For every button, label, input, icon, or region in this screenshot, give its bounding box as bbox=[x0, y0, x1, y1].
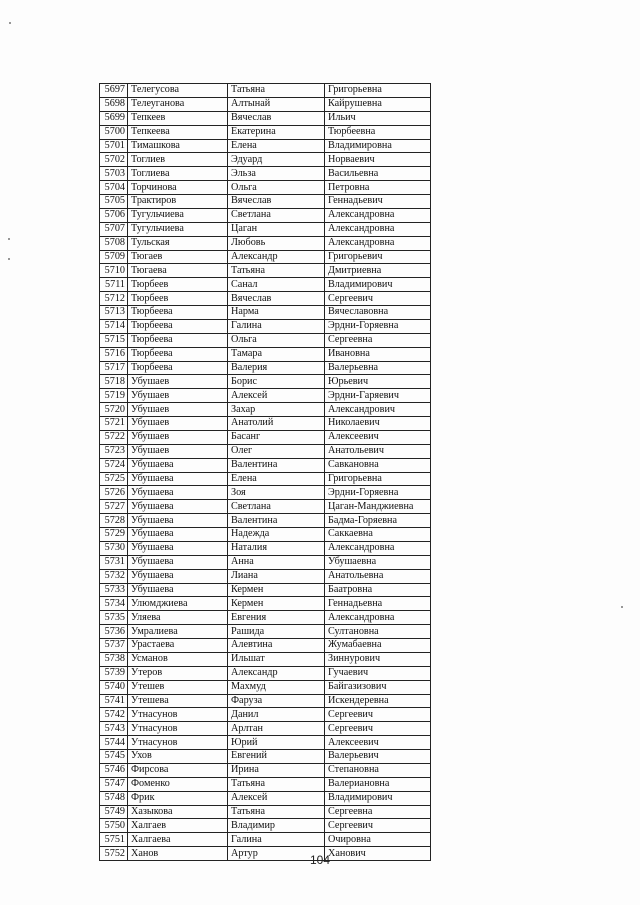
cell-number: 5708 bbox=[100, 236, 128, 250]
cell-name: Рашида bbox=[228, 625, 325, 639]
cell-patronymic: Сергеевич bbox=[325, 819, 431, 833]
table-row bbox=[100, 514, 431, 528]
table-row bbox=[100, 430, 431, 444]
cell-surname: Тепкеев bbox=[128, 111, 228, 125]
cell-name: Вячеслав bbox=[228, 292, 325, 306]
table-row bbox=[100, 292, 431, 306]
table-row bbox=[100, 680, 431, 694]
cell-surname: Фирсова bbox=[128, 763, 228, 777]
cell-name: Борис bbox=[228, 375, 325, 389]
cell-patronymic: Кайрушевна bbox=[325, 97, 431, 111]
cell-patronymic: Григорьевич bbox=[325, 250, 431, 264]
cell-patronymic: Убушаевна bbox=[325, 555, 431, 569]
cell-name: Анна bbox=[228, 555, 325, 569]
cell-surname: Утнасунов bbox=[128, 736, 228, 750]
cell-name: Екатерина bbox=[228, 125, 325, 139]
table-row bbox=[100, 833, 431, 847]
table-row bbox=[100, 750, 431, 764]
cell-name: Арлтан bbox=[228, 722, 325, 736]
table-row bbox=[100, 236, 431, 250]
cell-patronymic: Баатровна bbox=[325, 583, 431, 597]
cell-name: Лиана bbox=[228, 569, 325, 583]
cell-name: Елена bbox=[228, 472, 325, 486]
cell-name: Алевтина bbox=[228, 639, 325, 653]
cell-surname: Убушаева bbox=[128, 472, 228, 486]
cell-number: 5713 bbox=[100, 306, 128, 320]
cell-number: 5706 bbox=[100, 208, 128, 222]
cell-number: 5721 bbox=[100, 417, 128, 431]
cell-number: 5726 bbox=[100, 486, 128, 500]
cell-number: 5731 bbox=[100, 555, 128, 569]
cell-number: 5727 bbox=[100, 500, 128, 514]
cell-patronymic: Цаган-Манджиевна bbox=[325, 500, 431, 514]
cell-number: 5740 bbox=[100, 680, 128, 694]
cell-patronymic: Сергеевна bbox=[325, 333, 431, 347]
cell-number: 5732 bbox=[100, 569, 128, 583]
scan-speck bbox=[621, 606, 623, 608]
cell-patronymic: Геннадьевна bbox=[325, 597, 431, 611]
table-row bbox=[100, 694, 431, 708]
cell-number: 5725 bbox=[100, 472, 128, 486]
table-row bbox=[100, 153, 431, 167]
table-row bbox=[100, 250, 431, 264]
cell-name: Олег bbox=[228, 444, 325, 458]
table-row bbox=[100, 528, 431, 542]
table-row bbox=[100, 417, 431, 431]
cell-surname: Тюгаев bbox=[128, 250, 228, 264]
cell-number: 5697 bbox=[100, 84, 128, 98]
cell-surname: Тюрбеева bbox=[128, 347, 228, 361]
table-row bbox=[100, 195, 431, 209]
cell-number: 5749 bbox=[100, 805, 128, 819]
cell-name: Алексей bbox=[228, 791, 325, 805]
cell-patronymic: Тюрбеевна bbox=[325, 125, 431, 139]
cell-patronymic: Николаевич bbox=[325, 417, 431, 431]
cell-name: Эдуард bbox=[228, 153, 325, 167]
cell-patronymic: Эрдни-Горяевна bbox=[325, 319, 431, 333]
cell-number: 5730 bbox=[100, 541, 128, 555]
cell-number: 5704 bbox=[100, 181, 128, 195]
cell-patronymic: Эрдни-Гаряевич bbox=[325, 389, 431, 403]
table-row bbox=[100, 389, 431, 403]
cell-name: Евгений bbox=[228, 750, 325, 764]
cell-patronymic: Валерьевна bbox=[325, 361, 431, 375]
cell-surname: Трактиров bbox=[128, 195, 228, 209]
table-row bbox=[100, 181, 431, 195]
cell-surname: Телегусова bbox=[128, 84, 228, 98]
cell-surname: Утнасунов bbox=[128, 722, 228, 736]
cell-surname: Убушаева bbox=[128, 500, 228, 514]
cell-name: Алтынай bbox=[228, 97, 325, 111]
table-row bbox=[100, 569, 431, 583]
cell-patronymic: Сергеевич bbox=[325, 292, 431, 306]
cell-patronymic: Савкановна bbox=[325, 458, 431, 472]
cell-surname: Тоглиева bbox=[128, 167, 228, 181]
cell-surname: Убушаева bbox=[128, 486, 228, 500]
cell-patronymic: Ханович bbox=[325, 847, 431, 861]
names-table-body bbox=[100, 84, 431, 861]
cell-patronymic: Бадма-Горяевна bbox=[325, 514, 431, 528]
cell-patronymic: Гучаевич bbox=[325, 666, 431, 680]
cell-name: Нарма bbox=[228, 306, 325, 320]
cell-name: Захар bbox=[228, 403, 325, 417]
cell-patronymic: Искендеревна bbox=[325, 694, 431, 708]
cell-surname: Ухов bbox=[128, 750, 228, 764]
table-row bbox=[100, 444, 431, 458]
page-number: 104 bbox=[309, 853, 331, 867]
cell-surname: Убушаева bbox=[128, 458, 228, 472]
cell-name: Фаруза bbox=[228, 694, 325, 708]
cell-name: Надежда bbox=[228, 528, 325, 542]
table-row bbox=[100, 84, 431, 98]
cell-name: Елена bbox=[228, 139, 325, 153]
cell-name: Светлана bbox=[228, 208, 325, 222]
table-row bbox=[100, 264, 431, 278]
cell-surname: Улюмджиева bbox=[128, 597, 228, 611]
cell-number: 5707 bbox=[100, 222, 128, 236]
cell-surname: Урастаева bbox=[128, 639, 228, 653]
cell-name: Светлана bbox=[228, 500, 325, 514]
cell-patronymic: Степановна bbox=[325, 763, 431, 777]
cell-number: 5745 bbox=[100, 750, 128, 764]
cell-patronymic: Сергеевич bbox=[325, 722, 431, 736]
cell-name: Галина bbox=[228, 833, 325, 847]
cell-patronymic: Ивановна bbox=[325, 347, 431, 361]
cell-patronymic: Дмитриевна bbox=[325, 264, 431, 278]
cell-name: Татьяна bbox=[228, 84, 325, 98]
cell-surname: Уляева bbox=[128, 611, 228, 625]
cell-number: 5735 bbox=[100, 611, 128, 625]
cell-surname: Хазыкова bbox=[128, 805, 228, 819]
cell-patronymic: Анатольевна bbox=[325, 569, 431, 583]
cell-number: 5711 bbox=[100, 278, 128, 292]
cell-number: 5748 bbox=[100, 791, 128, 805]
cell-name: Валентина bbox=[228, 514, 325, 528]
cell-name: Эльза bbox=[228, 167, 325, 181]
cell-name: Артур bbox=[228, 847, 325, 861]
cell-number: 5719 bbox=[100, 389, 128, 403]
table-row bbox=[100, 819, 431, 833]
cell-number: 5718 bbox=[100, 375, 128, 389]
cell-patronymic: Владимировна bbox=[325, 139, 431, 153]
cell-surname: Тюрбеева bbox=[128, 361, 228, 375]
cell-patronymic: Александровна bbox=[325, 611, 431, 625]
cell-patronymic: Сергеевна bbox=[325, 805, 431, 819]
cell-surname: Тюрбеева bbox=[128, 306, 228, 320]
table-row bbox=[100, 722, 431, 736]
cell-name: Алексей bbox=[228, 389, 325, 403]
cell-surname: Тюрбеев bbox=[128, 292, 228, 306]
cell-patronymic: Эрдни-Горяевна bbox=[325, 486, 431, 500]
cell-patronymic: Валериановна bbox=[325, 777, 431, 791]
table-row bbox=[100, 625, 431, 639]
cell-name: Махмуд bbox=[228, 680, 325, 694]
cell-number: 5750 bbox=[100, 819, 128, 833]
cell-number: 5701 bbox=[100, 139, 128, 153]
cell-surname: Убушаева bbox=[128, 514, 228, 528]
table-row bbox=[100, 555, 431, 569]
table-row bbox=[100, 597, 431, 611]
cell-name: Кермен bbox=[228, 583, 325, 597]
cell-name: Юрий bbox=[228, 736, 325, 750]
cell-number: 5698 bbox=[100, 97, 128, 111]
table-row bbox=[100, 472, 431, 486]
cell-patronymic: Александровна bbox=[325, 541, 431, 555]
cell-name: Цаган bbox=[228, 222, 325, 236]
cell-number: 5702 bbox=[100, 153, 128, 167]
cell-name: Ольга bbox=[228, 333, 325, 347]
cell-number: 5705 bbox=[100, 195, 128, 209]
cell-name: Любовь bbox=[228, 236, 325, 250]
cell-surname: Тугульчиева bbox=[128, 222, 228, 236]
cell-patronymic: Ильич bbox=[325, 111, 431, 125]
cell-patronymic: Вячеславовна bbox=[325, 306, 431, 320]
table-row bbox=[100, 319, 431, 333]
cell-number: 5720 bbox=[100, 403, 128, 417]
cell-number: 5738 bbox=[100, 652, 128, 666]
cell-patronymic: Алексеевич bbox=[325, 430, 431, 444]
cell-name: Татьяна bbox=[228, 805, 325, 819]
cell-patronymic: Петровна bbox=[325, 181, 431, 195]
scan-speck bbox=[9, 22, 11, 24]
cell-name: Кермен bbox=[228, 597, 325, 611]
cell-surname: Телеуганова bbox=[128, 97, 228, 111]
cell-surname: Утеров bbox=[128, 666, 228, 680]
cell-patronymic: Александровна bbox=[325, 236, 431, 250]
cell-number: 5722 bbox=[100, 430, 128, 444]
cell-patronymic: Байгазизович bbox=[325, 680, 431, 694]
cell-surname: Ханов bbox=[128, 847, 228, 861]
cell-name: Галина bbox=[228, 319, 325, 333]
cell-name: Анатолий bbox=[228, 417, 325, 431]
table-row bbox=[100, 500, 431, 514]
table-row bbox=[100, 333, 431, 347]
table-row bbox=[100, 222, 431, 236]
cell-patronymic: Очировна bbox=[325, 833, 431, 847]
cell-patronymic: Зиннурович bbox=[325, 652, 431, 666]
cell-number: 5742 bbox=[100, 708, 128, 722]
cell-patronymic: Александровна bbox=[325, 222, 431, 236]
cell-name: Александр bbox=[228, 666, 325, 680]
cell-patronymic: Саккаевна bbox=[325, 528, 431, 542]
cell-surname: Тоглиев bbox=[128, 153, 228, 167]
table-row bbox=[100, 111, 431, 125]
cell-patronymic: Норваевич bbox=[325, 153, 431, 167]
cell-patronymic: Юрьевич bbox=[325, 375, 431, 389]
cell-number: 5747 bbox=[100, 777, 128, 791]
cell-name: Ирина bbox=[228, 763, 325, 777]
cell-surname: Тугульчиева bbox=[128, 208, 228, 222]
cell-number: 5739 bbox=[100, 666, 128, 680]
cell-patronymic: Григорьевна bbox=[325, 472, 431, 486]
cell-name: Александр bbox=[228, 250, 325, 264]
cell-number: 5717 bbox=[100, 361, 128, 375]
cell-name: Ильшат bbox=[228, 652, 325, 666]
cell-name: Наталия bbox=[228, 541, 325, 555]
cell-number: 5715 bbox=[100, 333, 128, 347]
table-row bbox=[100, 639, 431, 653]
table-row bbox=[100, 347, 431, 361]
table-row bbox=[100, 139, 431, 153]
cell-surname: Убушаева bbox=[128, 583, 228, 597]
cell-patronymic: Сергеевич bbox=[325, 708, 431, 722]
table-row bbox=[100, 777, 431, 791]
table-row bbox=[100, 708, 431, 722]
cell-number: 5736 bbox=[100, 625, 128, 639]
table-row bbox=[100, 736, 431, 750]
cell-surname: Торчинова bbox=[128, 181, 228, 195]
cell-number: 5700 bbox=[100, 125, 128, 139]
cell-surname: Тульская bbox=[128, 236, 228, 250]
cell-number: 5741 bbox=[100, 694, 128, 708]
cell-name: Валентина bbox=[228, 458, 325, 472]
cell-name: Вячеслав bbox=[228, 195, 325, 209]
table-row bbox=[100, 167, 431, 181]
cell-patronymic: Геннадьевич bbox=[325, 195, 431, 209]
cell-patronymic: Владимирович bbox=[325, 791, 431, 805]
cell-surname: Тимашкова bbox=[128, 139, 228, 153]
table-row bbox=[100, 208, 431, 222]
cell-patronymic: Анатольевич bbox=[325, 444, 431, 458]
cell-number: 5712 bbox=[100, 292, 128, 306]
table-row bbox=[100, 541, 431, 555]
cell-surname: Убушаев bbox=[128, 389, 228, 403]
cell-surname: Тюрбеев bbox=[128, 278, 228, 292]
table-row bbox=[100, 583, 431, 597]
cell-surname: Халгаев bbox=[128, 819, 228, 833]
cell-number: 5743 bbox=[100, 722, 128, 736]
cell-surname: Утешева bbox=[128, 694, 228, 708]
cell-number: 5723 bbox=[100, 444, 128, 458]
cell-patronymic: Султановна bbox=[325, 625, 431, 639]
cell-number: 5752 bbox=[100, 847, 128, 861]
cell-surname: Убушаева bbox=[128, 541, 228, 555]
cell-name: Вячеслав bbox=[228, 111, 325, 125]
cell-number: 5746 bbox=[100, 763, 128, 777]
cell-surname: Убушаева bbox=[128, 555, 228, 569]
cell-surname: Убушаев bbox=[128, 375, 228, 389]
cell-surname: Тюгаева bbox=[128, 264, 228, 278]
cell-number: 5716 bbox=[100, 347, 128, 361]
cell-name: Владимир bbox=[228, 819, 325, 833]
cell-patronymic: Васильевна bbox=[325, 167, 431, 181]
cell-patronymic: Алексеевич bbox=[325, 736, 431, 750]
table-row bbox=[100, 611, 431, 625]
cell-number: 5728 bbox=[100, 514, 128, 528]
cell-surname: Тюрбеева bbox=[128, 319, 228, 333]
cell-surname: Убушаева bbox=[128, 528, 228, 542]
cell-surname: Убушаев bbox=[128, 430, 228, 444]
table-row bbox=[100, 763, 431, 777]
table-row bbox=[100, 791, 431, 805]
table-row bbox=[100, 652, 431, 666]
table-row bbox=[100, 306, 431, 320]
cell-number: 5733 bbox=[100, 583, 128, 597]
cell-name: Санал bbox=[228, 278, 325, 292]
cell-surname: Тепкеева bbox=[128, 125, 228, 139]
cell-number: 5714 bbox=[100, 319, 128, 333]
cell-name: Евгения bbox=[228, 611, 325, 625]
cell-number: 5734 bbox=[100, 597, 128, 611]
cell-number: 5710 bbox=[100, 264, 128, 278]
cell-name: Басанг bbox=[228, 430, 325, 444]
cell-surname: Утнасунов bbox=[128, 708, 228, 722]
cell-name: Татьяна bbox=[228, 777, 325, 791]
table-row bbox=[100, 125, 431, 139]
cell-number: 5699 bbox=[100, 111, 128, 125]
cell-name: Тамара bbox=[228, 347, 325, 361]
cell-number: 5751 bbox=[100, 833, 128, 847]
cell-surname: Убушаев bbox=[128, 444, 228, 458]
cell-surname: Убушаева bbox=[128, 569, 228, 583]
cell-surname: Халгаева bbox=[128, 833, 228, 847]
table-row bbox=[100, 97, 431, 111]
cell-patronymic: Александрович bbox=[325, 403, 431, 417]
cell-surname: Убушаев bbox=[128, 417, 228, 431]
cell-surname: Убушаев bbox=[128, 403, 228, 417]
table-row bbox=[100, 278, 431, 292]
cell-number: 5703 bbox=[100, 167, 128, 181]
scan-speck bbox=[8, 258, 10, 260]
cell-number: 5709 bbox=[100, 250, 128, 264]
table-row bbox=[100, 666, 431, 680]
cell-number: 5737 bbox=[100, 639, 128, 653]
cell-patronymic: Жумабаевна bbox=[325, 639, 431, 653]
cell-patronymic: Александровна bbox=[325, 208, 431, 222]
table-row bbox=[100, 403, 431, 417]
cell-number: 5744 bbox=[100, 736, 128, 750]
cell-surname: Тюрбеева bbox=[128, 333, 228, 347]
table-row bbox=[100, 486, 431, 500]
table-row bbox=[100, 361, 431, 375]
table-row bbox=[100, 458, 431, 472]
cell-number: 5724 bbox=[100, 458, 128, 472]
cell-name: Зоя bbox=[228, 486, 325, 500]
cell-surname: Утешев bbox=[128, 680, 228, 694]
cell-name: Данил bbox=[228, 708, 325, 722]
table-row bbox=[100, 805, 431, 819]
cell-surname: Усманов bbox=[128, 652, 228, 666]
cell-surname: Фоменко bbox=[128, 777, 228, 791]
cell-surname: Фрик bbox=[128, 791, 228, 805]
table-row bbox=[100, 375, 431, 389]
cell-name: Татьяна bbox=[228, 264, 325, 278]
cell-name: Ольга bbox=[228, 181, 325, 195]
scan-speck bbox=[8, 238, 10, 240]
cell-name: Валерия bbox=[228, 361, 325, 375]
cell-patronymic: Григорьевна bbox=[325, 84, 431, 98]
cell-patronymic: Владимирович bbox=[325, 278, 431, 292]
cell-patronymic: Валерьевич bbox=[325, 750, 431, 764]
cell-number: 5729 bbox=[100, 528, 128, 542]
names-table bbox=[99, 83, 431, 861]
cell-surname: Умралиева bbox=[128, 625, 228, 639]
